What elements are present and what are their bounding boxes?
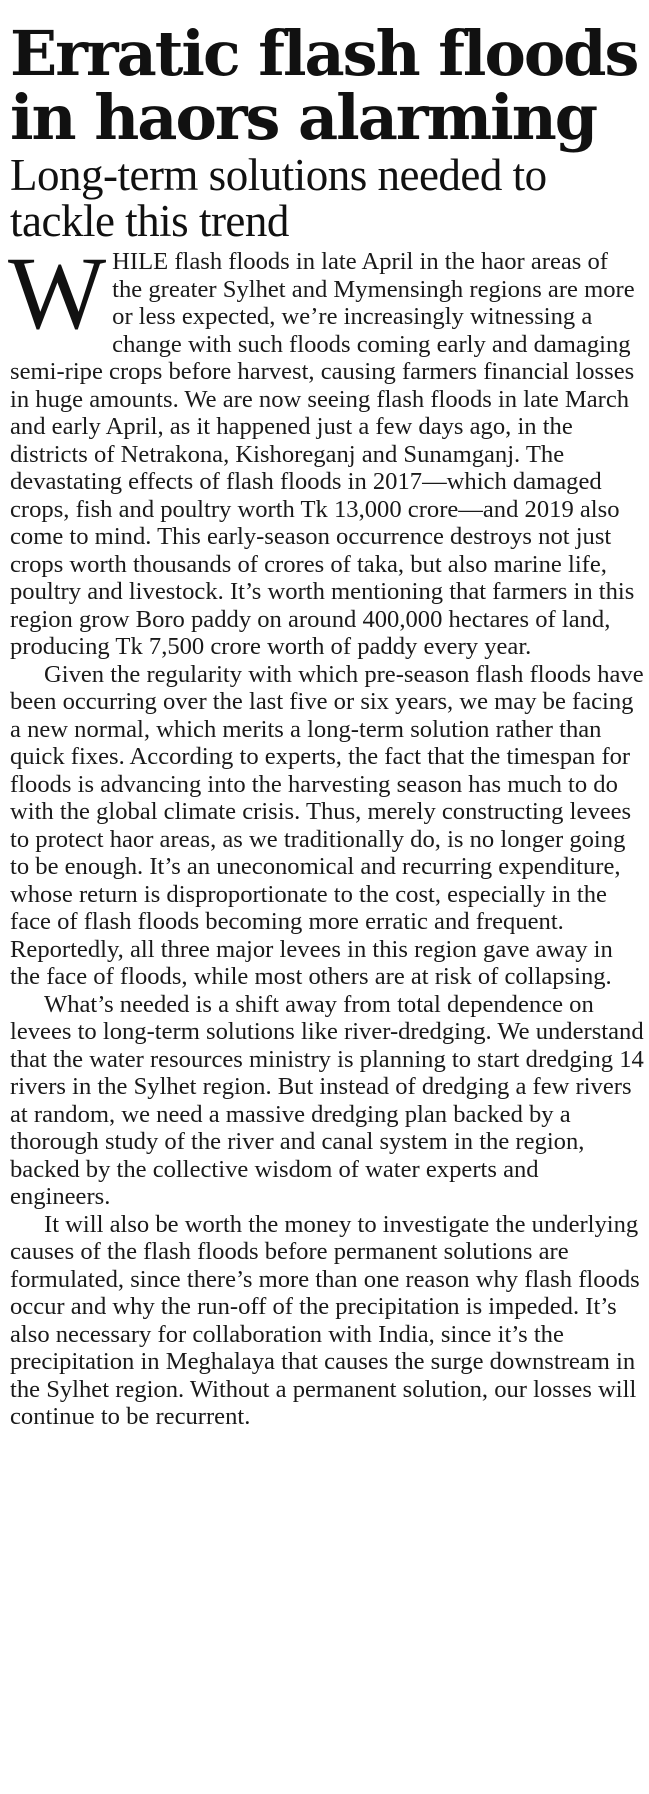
editorial-article bbox=[8, 17, 644, 1431]
paragraph-4: It will also be worth the money to investigate the underlying causes of the flash floods before permanent solutions are formulated, since there’s more than one reason why flash floods occur and why the run-off of the precipitation is impeded. It’s also necessary for collaboration with India, since it’s the precipitation in Meghalaya that causes the surge downstream in the Sylhet region. Without a permanent solution, our losses will continue to be recurrent. bbox=[10, 1210, 640, 1430]
headline: Erratic flash floods in haors alarming bbox=[10, 17, 638, 154]
drop-cap: W bbox=[8, 236, 107, 351]
paragraph-1-text: HILE flash floods in late April in the haor areas of the greater Sylhet and Mymensingh regions are more or less expected, we’re increasingly witnessing a change with such floods coming early and damaging semi-ripe crops before harvest, causing farmers financial losses in huge amounts. We are now seeing flash floods in late March and early April, as it happened just a few days ago, in the districts of Netrakona, Kishoreganj and Sunamganj. The devastating effects of flash floods in 2017—which damaged crops, fish and poultry worth Tk 13,000 crore—and 2019 also come to mind. This early-season occurrence destroys not just crops worth thousands of crores of taka, but also marine life, poultry and livestock. It’s worth mentioning that farmers in this region grow Boro paddy on around 400,000 hectares of land, producing Tk 7,500 crore worth of paddy every year. bbox=[10, 248, 635, 660]
paragraph-3: What’s needed is a shift away from total dependence on levees to long-term solutions like river-dredging. We understand that the water resources ministry is planning to start dredging 14 rivers in the Sylhet region. But instead of dredging a few rivers at random, we need a massive dredging plan backed by a thorough study of the river and canal system in the region, backed by the collective wisdom of water experts and engineers. bbox=[10, 990, 644, 1210]
paragraph-1 bbox=[8, 236, 644, 661]
article-body bbox=[8, 236, 644, 1431]
subheadline: Long-term solutions needed to tackle this trend bbox=[10, 150, 547, 246]
paragraph-2: Given the regularity with which pre-season flash floods have been occurring over the last five or six years, we may be facing a new normal, which merits a long-term solution rather than quick fixes. According to experts, the fact that the timespan for floods is advancing into the harvesting season has much to do with the global climate crisis. Thus, merely constructing levees to protect haor areas, as we traditionally do, is no longer going to be enough. It’s an uneconomical and recurring expenditure, whose return is disproportionate to the cost, especially in the face of flash floods becoming more erratic and frequent. Reportedly, all three major levees in this region gave away in the face of floods, while most others are at risk of collapsing. bbox=[10, 660, 644, 990]
